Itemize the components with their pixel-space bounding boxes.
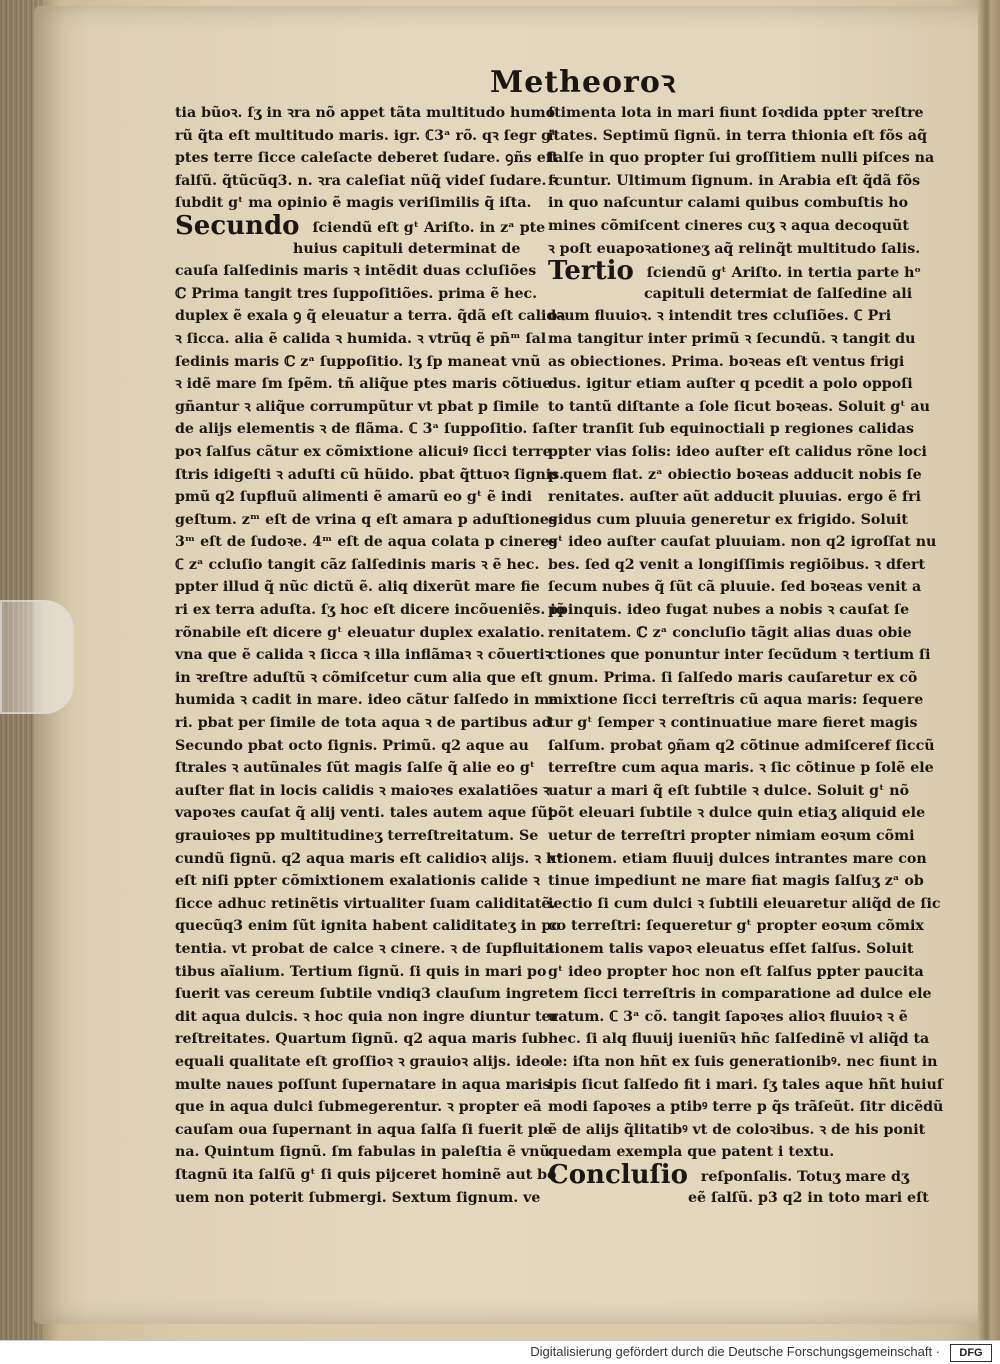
text-line: ꝛ idẽ mare ſm ſpẽm. tñ aliq̃ue ptes maris cõtiue	[175, 376, 552, 393]
text-line: gnum. Prima. ſi ſalſedo maris cauſaretur ex cõ	[548, 669, 918, 686]
text-line: ipis ſicut ſalſedo fit i mari. ſʒ tales aque hñt huiuſ	[548, 1076, 943, 1093]
left-heading-line-1	[175, 210, 546, 241]
text-line: ſalſum. probat ꝯñam q2 cõtinue admiſceref ſiccũ	[548, 737, 935, 754]
right-top-lines	[548, 102, 935, 260]
text-line: grauioꝛes pp multitudineʒ terreſtreitatum. Se	[175, 828, 539, 844]
text-line: renitatem. ℂ zᵃ concluſio tãgit alias duas obie	[548, 624, 912, 641]
text-line: uem non poterit ſubmergi. Sextum ſignum. ve	[175, 1189, 541, 1206]
text-line: ri ex terra aduſta. ſʒ hoc eſt dicere incõueniẽs. iõ	[175, 602, 566, 619]
text-line: dus. igitur etiam auſter q pcedit a polo oppoſi	[548, 376, 913, 393]
text-line: equali qualitate eſt groſſioꝛ ꝛ grauioꝛ alijs. ideo	[175, 1053, 550, 1070]
text-line: eſt niſi ppter cõmixtionem exalationis calide ꝛ	[175, 873, 540, 890]
text-line: gᵗ ideo propter hoc non eſt ſalſus ppter paucita	[548, 963, 924, 980]
heading-text: ſciendũ eſt gᵗ Ariſto. in zᵃ pte	[312, 219, 546, 236]
section-heading-tertio: Tertio	[548, 256, 634, 287]
text-line: in quo naſcuntur calami quibus combuſtis ho	[548, 195, 909, 212]
text-line: gᵗ ideo auſter cauſat pluuiam. non q2 igroſſat nu	[548, 534, 937, 551]
text-line: cauſam oua ſupernant in aqua ſalſa ſi fuerit ple	[175, 1121, 553, 1138]
right-heading-line-1	[548, 256, 922, 287]
left-body-lines	[175, 260, 566, 1209]
text-line: ẽ de alijs q̃litatibꝰ vt de coloꝛibus. ꝛ de his ponit	[548, 1121, 926, 1138]
text-line: ſtris idigeſti ꝛ aduſti cũ hũido. pbat q̃ttuoꝛ ſignis.	[175, 466, 565, 483]
text-line: vna que ẽ calida ꝛ ſicca ꝛ illa inflãmaꝛ ꝛ cõuertiꝛ	[175, 647, 552, 664]
text-line: ppter vias ſolis: ideo auſter eſt calidus rõne loci	[548, 443, 927, 460]
heading-text: capituli determiat de ſalſedine ali	[644, 285, 913, 302]
text-line: as obiectiones. Prima. boꝛeas eſt ventus frigi	[548, 353, 905, 370]
text-line: iectio ſi cum dulci ꝛ ſubtili eleuaretur aliq̃d de ſic	[548, 895, 941, 912]
text-line: ſter tranſit ſub equinoctiali p regiones calidas	[548, 421, 914, 438]
text-line: tibus aĩalium. Tertium ſignũ. ſi quis in mari po	[175, 963, 547, 980]
text-line: in ꝛreſtre aduſtũ ꝛ cõmiſcetur cum alia que eſt	[175, 669, 543, 686]
text-line: ma tangitur inter primũ ꝛ ſecundũ. ꝛ tangit du	[548, 330, 916, 347]
text-line: ꝛ ſicca. alia ẽ calida ꝛ humida. ꝛ vtrũq ẽ pñᵐ ſal	[175, 330, 547, 347]
text-line: tentia. vt probat de calce ꝛ cinere. ꝛ de ſupfluita	[175, 940, 554, 957]
text-line: ſecum nubes q̃ ſũt cã pluuie. ſed boꝛeas venit a	[548, 579, 922, 596]
text-line: ſcuntur. Ultimum ſignum. in Arabia eſt q̃dã fõs	[548, 172, 921, 189]
text-line: ſedinis maris ℂ zᵃ ſuppoſitio. lʒ ſp maneat vnũ	[175, 353, 541, 370]
text-line: ppinquis. ideo fugat nubes a nobis ꝛ cauſat ſe	[548, 602, 910, 619]
right-heading	[548, 256, 922, 305]
text-line: cauſa ſalſedinis maris ꝛ intẽdit duas ccluſiões	[175, 263, 537, 280]
left-top-lines	[175, 102, 559, 215]
left-heading	[175, 210, 546, 260]
text-line: rõnabile eſt dicere gᵗ eleuatur duplex exalatio.	[175, 624, 545, 641]
text-line: Secundo pbat octo ſignis. Primũ. q2 aque au	[175, 737, 529, 754]
text-line: auſter flat in locis calidis ꝛ maioꝛes exalatiões ꝛ	[175, 782, 550, 799]
book-edge-right	[978, 0, 1000, 1340]
text-line: tem ſicci terreſtris in comparatione ad dulce ele	[548, 986, 932, 1003]
heading-text: eẽ ſalſũ. p3 q2 in toto mari eſt	[688, 1189, 929, 1206]
text-line: ℂ Prima tangit tres ſuppoſitiões. prima ẽ hec.	[175, 285, 538, 302]
text-line: ſtimenta lota in mari fiunt ſoꝛdida ppter ꝛreſtre	[548, 105, 924, 121]
text-line: vapoꝛes cauſat q̃ alij venti. tales autem aque ſũt	[175, 805, 555, 822]
text-line: modi ſapoꝛes a ptibꝰ terre p q̃s trãſeũt. ſitr dicẽdũ	[548, 1099, 944, 1116]
dfg-logo: DFG	[950, 1344, 992, 1362]
text-line: na. Quintum ſignũ. ſm fabulas in paleſtia ẽ vnũ	[175, 1144, 550, 1161]
text-line: tur gᵗ ſemper ꝛ continuatiue mare fieret magis	[548, 715, 918, 732]
page-clip	[0, 600, 74, 714]
text-line: ptes terre ſicce caleſacte deberet ſudare. ꝯñs eſt	[175, 150, 559, 167]
text-line: terreſtre cum aqua maris. ꝛ ſic cõtinue p ſolẽ ele	[548, 760, 934, 777]
text-line: humida ꝛ cadit in mare. ideo cãtur ſalſedo in ma	[175, 692, 559, 709]
text-line: hec. ſi alq fluuij iueniũꝛ hñc ſalſedinẽ vl aliq̃d ta	[548, 1031, 930, 1048]
text-line: de alijs elementis ꝛ de flãma. ℂ 3ᵃ ſuppoſitio. ſa	[175, 421, 548, 438]
heading-text: huius capituli determinat de	[293, 240, 521, 257]
footer-bar	[0, 1340, 1000, 1364]
text-line: 3ᵐ eſt de ſudoꝛe. 4ᵐ eſt de aqua colata p cineres	[175, 534, 558, 551]
right-column	[548, 102, 944, 1209]
text-line: quedam exempla que patent i textu.	[548, 1144, 835, 1161]
text-line: mixtione ſicci terreſtris cũ aqua maris: ſequere	[548, 692, 924, 709]
text-line: ſtrales ꝛ autũnales ſũt magis ſalſe q̃ alie eo gᵗ	[175, 760, 536, 777]
text-line: ctiones que ponuntur inter ſecũdum ꝛ tertium ſi	[548, 647, 931, 664]
text-line: ſuerit vas cereum ſubtile vndiq3 clauſum ingre	[175, 986, 548, 1003]
text-line: ſicce adhuc retinẽtis virtualiter ſuam caliditatẽ.	[175, 895, 556, 912]
heading-text: reſponſalis. Totuʒ mare dʒ	[700, 1168, 910, 1185]
text-line: reſtreitates. Quartum ſignũ. q2 aqua maris ſub	[175, 1031, 548, 1048]
text-line: bes. ſed q2 venit a longiſſimis regiõibus. ꝛ dfert	[548, 556, 926, 573]
text-line: ſalſe in quo propter ſui groſſitiem nulli piſces na	[548, 150, 935, 167]
text-line: pmũ q2 ſupfluũ alimenti ẽ amarũ eo gᵗ ẽ indi	[175, 489, 532, 506]
text-line: duplex ẽ exala ꝯ q̃ eleuatur a terra. q̃dã eſt calida	[175, 308, 566, 325]
text-line: ſtagnũ ita ſalſũ gᵗ ſi quis pijceret hominẽ aut bo	[175, 1166, 557, 1183]
right-body-lines	[548, 305, 944, 1164]
heading-text: ſciendũ gᵗ Ariſto. in tertia parte hᵒ	[646, 265, 922, 282]
text-line: multe naues poſſunt ſupernatare in aqua maris	[175, 1076, 551, 1093]
text-line: itates. Septimũ ſignũ. in terra thionia eſt fõs aq̃	[548, 127, 927, 144]
running-title: Metheoroꝛ	[490, 65, 677, 100]
text-line: co terreſtri: ſequeretur gᵗ propter eoꝛum cõmix	[548, 918, 924, 935]
text-line: quecũq3 enim ſũt ignita habent caliditateʒ in po	[175, 918, 561, 935]
text-line: to tantũ diſtante a ſole ſicut boꝛeas. Soluit gᵗ au	[548, 398, 930, 415]
text-line: tinue impediunt ne mare fiat magis ſalſuʒ zᵃ ob	[548, 873, 924, 890]
text-line: uatum. ℂ 3ᵃ cõ. tangit ſapoꝛes alioꝛ fluuioꝛ ꝛ ẽ	[548, 1008, 908, 1025]
text-line: tionem talis vapoꝛ eleuatus eſſet ſalſus. Soluit	[548, 940, 914, 957]
funding-credit: Digitalisierung gefördert durch die Deutsche Forschungsgemeinschaft ·	[530, 1344, 940, 1359]
text-line: xtionem. etiam fluuij dulces intrantes mare con	[548, 850, 927, 867]
text-line: poꝛ ſalſus cãtur ex cõmixtione alicuiꝰ ſicci terre	[175, 443, 552, 460]
text-line: tia bũoꝛ. ſʒ in ꝛra nõ appet tãta multitudo humo	[175, 105, 556, 121]
section-heading-secundo: Secundo	[175, 210, 300, 241]
text-line: cundũ ſignũ. q2 aqua maris eſt calidioꝛ alijs. ꝛ hᵒ	[175, 850, 563, 867]
final-heading-line-1	[548, 1159, 910, 1190]
text-line: rũ q̃ta eſt multitudo maris. igr. ℂ3ᵃ rõ. qꝛ ſegr gᵗ	[175, 127, 557, 144]
text-line: uatur a mari q̃ eſt ſubtile ꝛ dulce. Soluit gᵗ nõ	[548, 782, 910, 799]
right-final-heading	[548, 1159, 929, 1209]
text-line: ſubdit gᵗ ma opinio ẽ magis veriſimilis q̃ iſta.	[175, 195, 532, 212]
text-line: ppter illud q̃ nũc dictũ ẽ. aliq dixerũt mare fie	[175, 579, 540, 596]
text-line: põt eleuari ſubtile ꝛ dulce quin etiaʒ aliquid ele	[548, 805, 926, 822]
text-line: falſũ. q̃tũcũq3. n. ꝛra caleſiat nũq̃ videſ ſudare. ꝛ	[175, 172, 559, 189]
text-line: ℂ zᵃ ccluſio tangit cãz ſalſedinis maris ꝛ ẽ hec.	[175, 556, 540, 573]
left-column	[175, 102, 566, 1209]
text-line: gñantur ꝛ aliq̃ue corrumpũtur vt pbat p ſimile	[175, 398, 540, 415]
text-line: mines cõmiſcent cineres cuʒ ꝛ aqua decoquũt	[548, 217, 909, 234]
text-line: p quem flat. zᵃ obiectio boꝛeas adducit nobis ſe	[548, 466, 922, 483]
text-line: oꝛum fluuioꝛ. ꝛ intendit tres ccluſiões. ℂ Pri	[548, 308, 892, 325]
text-line: gidus cum pluuia generetur ex frigido. Soluit	[548, 511, 908, 528]
text-line: ꝛ poſt euapoꝛationeʒ aq̃ relinq̃t multitudo ſalis.	[548, 240, 921, 257]
right-heading-line-2	[548, 283, 913, 306]
text-line: uetur de terreſtri propter nimiam eoꝛum cõmi	[548, 828, 915, 844]
text-line: renitates. auſter aũt adducit pluuias. ergo ẽ fri	[548, 489, 922, 506]
text-line: dit aqua dulcis. ꝛ hoc quia non ingre diuntur ter	[175, 1008, 559, 1025]
text-line: geſtum. zᵐ eſt de vrina q eſt amara p aduſtiones	[175, 511, 557, 528]
text-line: que in aqua dulci ſubmegerentur. ꝛ propter eã	[175, 1099, 542, 1116]
text-line: ri. pbat per ſimile de tota aqua ꝛ de partibus ad	[175, 715, 552, 732]
section-heading-conclusio: Concluſio	[548, 1159, 688, 1190]
text-line: le: iſta non hñt ex ſuis generationibꝰ. nec fiunt in	[548, 1053, 938, 1070]
